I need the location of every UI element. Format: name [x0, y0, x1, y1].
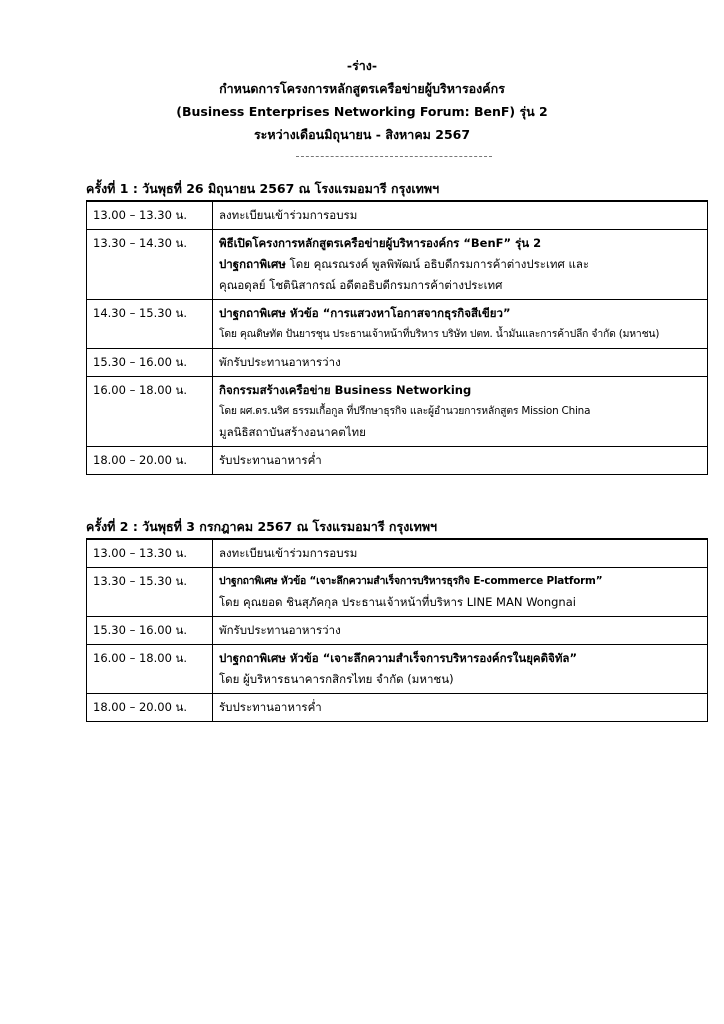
activity-detail [219, 254, 701, 275]
activity-text: พักรับประทานอาหารว่าง [219, 623, 341, 637]
activity-cell [213, 377, 708, 447]
activity-detail: โดย ผู้บริหารธนาคารกสิกรไทย จำกัด (มหาชน) [219, 672, 454, 686]
activity-text: รับประทานอาหารค่ำ [219, 700, 322, 714]
activity-cell [213, 202, 708, 230]
session-1-schedule-table [86, 201, 708, 475]
activity-cell [213, 568, 708, 617]
time-cell: 13.30 – 15.30 น. [87, 568, 213, 617]
activity-detail: โดย คุณยอด ชินสุภัคกุล ประธานเจ้าหน้าที่บริหาร LINE MAN Wongnai [219, 595, 576, 609]
table-row [87, 349, 708, 377]
table-row [87, 694, 708, 722]
activity-text: ปาฐกถาพิเศษ หัวข้อ “เจาะลึกความสำเร็จการบริหารองค์กรในยุคดิจิทัล” [219, 651, 578, 665]
time-cell: 14.30 – 15.30 น. [87, 300, 213, 349]
session-2-title: ครั้งที่ 2 : วันพุธที่ 3 กรกฎาคม 2567 ณ โรงแรมอมารี กรุงเทพฯ [86, 516, 708, 539]
table-row [87, 202, 708, 230]
time-cell: 15.30 – 16.00 น. [87, 349, 213, 377]
document-subtitle: (Business Enterprises Networking Forum: BenF) รุ่น 2 [176, 104, 548, 119]
session-2 [86, 516, 708, 722]
time-cell: 13.30 – 14.30 น. [87, 230, 213, 300]
document-period: ระหว่างเดือนมิถุนายน - สิงหาคม 2567 [253, 127, 471, 142]
draft-label: -ร่าง- [346, 58, 378, 73]
session-2-schedule-table [86, 539, 708, 722]
activity-text: ปาฐกถาพิเศษ หัวข้อ “การแสวงหาโอกาสจากธุรกิจสีเขียว” [219, 306, 511, 320]
time-cell: 18.00 – 20.00 น. [87, 694, 213, 722]
activity-detail: โดย ผศ.ดร.นริศ ธรรมเกื้อกูล ที่ปรึกษาธุรกิจ และผู้อำนวยการหลักสูตร Mission China [219, 405, 591, 417]
time-cell: 13.00 – 13.30 น. [87, 540, 213, 568]
session-1-title: ครั้งที่ 1 : วันพุธที่ 26 มิถุนายน 2567 ณ โรงแรมอมารี กรุงเทพฯ [86, 178, 708, 201]
table-row [87, 300, 708, 349]
activity-detail: โดย คุณดิษทัต ปันยารชุน ประธานเจ้าหน้าที่บริหาร บริษัท ปตท. น้ำมันและการค้าปลีก จำกัด (มหาชน) [219, 328, 660, 340]
document-header [0, 54, 724, 146]
activity-text: ลงทะเบียนเข้าร่วมการอบรม [219, 546, 358, 560]
time-cell: 13.00 – 13.30 น. [87, 202, 213, 230]
activity-text: พิธีเปิดโครงการหลักสูตรเครือข่ายผู้บริหารองค์กร “BenF” รุ่น 2 [219, 236, 542, 250]
table-row [87, 540, 708, 568]
document-title: กำหนดการโครงการหลักสูตรเครือข่ายผู้บริหารองค์กร [219, 81, 505, 96]
activity-text: ลงทะเบียนเข้าร่วมการอบรม [219, 208, 358, 222]
header-separator [296, 156, 492, 157]
table-row [87, 568, 708, 617]
activity-cell [213, 230, 708, 300]
session-1 [86, 178, 708, 475]
activity-text: ปาฐกถาพิเศษ หัวข้อ “เจาะลึกความสำเร็จการบริหารธุรกิจ E-commerce Platform” [219, 575, 603, 587]
table-row [87, 645, 708, 694]
keynote-speakers: โดย คุณรณรงค์ พูลพิพัฒน์ อธิบดีกรมการค้าต่างประเทศ และ [285, 257, 590, 271]
activity-cell [213, 300, 708, 349]
activity-cell [213, 694, 708, 722]
time-cell: 16.00 – 18.00 น. [87, 645, 213, 694]
table-row [87, 617, 708, 645]
activity-text: รับประทานอาหารค่ำ [219, 453, 322, 467]
table-row [87, 377, 708, 447]
time-cell: 15.30 – 16.00 น. [87, 617, 213, 645]
table-row [87, 230, 708, 300]
activity-cell [213, 447, 708, 475]
activity-cell [213, 645, 708, 694]
activity-text: พักรับประทานอาหารว่าง [219, 355, 341, 369]
table-row [87, 447, 708, 475]
activity-text: กิจกรรมสร้างเครือข่าย Business Networking [219, 383, 472, 397]
time-cell: 16.00 – 18.00 น. [87, 377, 213, 447]
keynote-label: ปาฐกถาพิเศษ [219, 257, 286, 271]
activity-cell [213, 540, 708, 568]
activity-cell [213, 349, 708, 377]
activity-cell [213, 617, 708, 645]
activity-detail: มูลนิธิสถาบันสร้างอนาคตไทย [219, 425, 366, 439]
time-cell: 18.00 – 20.00 น. [87, 447, 213, 475]
activity-detail: คุณอดุลย์ โชตินิสากรณ์ อดีตอธิบดีกรมการค้าต่างประเทศ [219, 278, 503, 292]
